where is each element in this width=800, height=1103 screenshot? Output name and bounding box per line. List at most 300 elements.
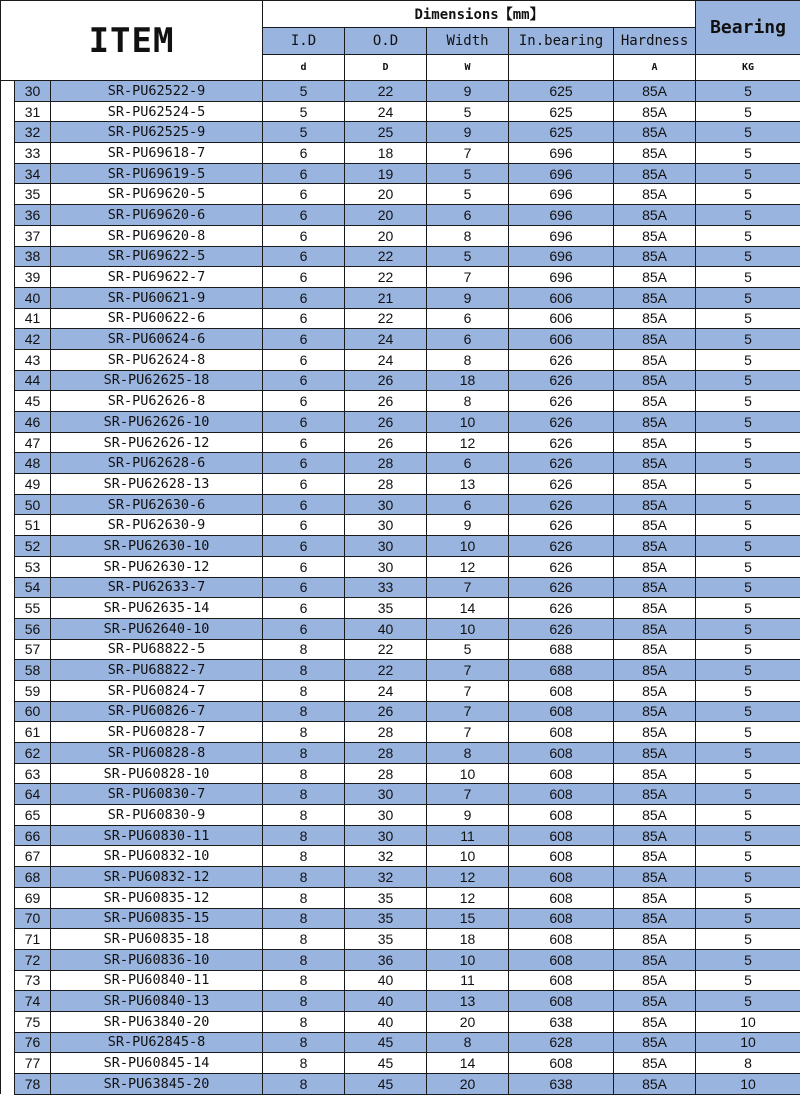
cell-item-number: 38 xyxy=(15,246,51,267)
cell-hardness: 85A xyxy=(614,184,696,205)
cell-outer-diameter: 22 xyxy=(345,660,427,681)
cell-in-bearing: 626 xyxy=(509,370,614,391)
cell-item-number: 31 xyxy=(15,101,51,122)
cell-width: 20 xyxy=(427,1074,509,1095)
cell-width: 9 xyxy=(427,122,509,143)
cell-hardness: 85A xyxy=(614,515,696,536)
cell-width: 6 xyxy=(427,308,509,329)
cell-width: 12 xyxy=(427,887,509,908)
table-row xyxy=(1,867,800,888)
cell-in-bearing: 608 xyxy=(509,680,614,701)
table-body xyxy=(1,81,800,1095)
cell-model: SR-PU68822-7 xyxy=(51,660,263,681)
cell-outer-diameter: 30 xyxy=(345,515,427,536)
cell-width: 11 xyxy=(427,825,509,846)
cell-bearing-kg: 5 xyxy=(696,680,800,701)
cell-in-bearing: 608 xyxy=(509,991,614,1012)
cell-in-bearing: 696 xyxy=(509,225,614,246)
cell-hardness: 85A xyxy=(614,101,696,122)
cell-item-number: 58 xyxy=(15,660,51,681)
cell-hardness: 85A xyxy=(614,763,696,784)
row-margin xyxy=(1,846,15,867)
cell-item-number: 48 xyxy=(15,453,51,474)
cell-hardness: 85A xyxy=(614,287,696,308)
cell-item-number: 59 xyxy=(15,680,51,701)
cell-item-number: 78 xyxy=(15,1074,51,1095)
cell-model: SR-PU63840-20 xyxy=(51,1011,263,1032)
cell-hardness: 85A xyxy=(614,991,696,1012)
cell-outer-diameter: 36 xyxy=(345,949,427,970)
cell-bearing-kg: 5 xyxy=(696,660,800,681)
cell-hardness: 85A xyxy=(614,887,696,908)
table-row xyxy=(1,163,800,184)
cell-bearing-kg: 5 xyxy=(696,929,800,950)
table-row xyxy=(1,143,800,164)
table-row xyxy=(1,349,800,370)
cell-item-number: 69 xyxy=(15,887,51,908)
table-row xyxy=(1,556,800,577)
cell-bearing-kg: 5 xyxy=(696,784,800,805)
table-row xyxy=(1,246,800,267)
cell-in-bearing: 625 xyxy=(509,101,614,122)
cell-outer-diameter: 30 xyxy=(345,494,427,515)
cell-outer-diameter: 40 xyxy=(345,970,427,991)
bearing-header: Bearing xyxy=(696,1,800,55)
cell-model: SR-PU60830-11 xyxy=(51,825,263,846)
cell-outer-diameter: 30 xyxy=(345,556,427,577)
cell-model: SR-PU60621-9 xyxy=(51,287,263,308)
cell-in-bearing: 626 xyxy=(509,598,614,619)
cell-hardness: 85A xyxy=(614,246,696,267)
cell-width: 20 xyxy=(427,1011,509,1032)
cell-item-number: 71 xyxy=(15,929,51,950)
table-row xyxy=(1,805,800,826)
table-row xyxy=(1,887,800,908)
row-margin xyxy=(1,163,15,184)
cell-in-bearing: 626 xyxy=(509,349,614,370)
table-row xyxy=(1,515,800,536)
cell-width: 5 xyxy=(427,246,509,267)
cell-width: 5 xyxy=(427,163,509,184)
cell-model: SR-PU62633-7 xyxy=(51,577,263,598)
cell-bearing-kg: 10 xyxy=(696,1011,800,1032)
cell-item-number: 67 xyxy=(15,846,51,867)
row-margin xyxy=(1,536,15,557)
cell-hardness: 85A xyxy=(614,722,696,743)
cell-inner-diameter: 6 xyxy=(263,308,345,329)
cell-outer-diameter: 28 xyxy=(345,743,427,764)
cell-model: SR-PU69620-5 xyxy=(51,184,263,205)
cell-outer-diameter: 28 xyxy=(345,453,427,474)
cell-hardness: 85A xyxy=(614,122,696,143)
cell-model: SR-PU62628-6 xyxy=(51,453,263,474)
cell-inner-diameter: 6 xyxy=(263,163,345,184)
table-row xyxy=(1,267,800,288)
cell-width: 7 xyxy=(427,143,509,164)
table-row xyxy=(1,122,800,143)
cell-width: 5 xyxy=(427,101,509,122)
cell-item-number: 77 xyxy=(15,1053,51,1074)
cell-item-number: 52 xyxy=(15,536,51,557)
cell-in-bearing: 688 xyxy=(509,639,614,660)
cell-in-bearing: 606 xyxy=(509,308,614,329)
table-row xyxy=(1,391,800,412)
cell-outer-diameter: 28 xyxy=(345,474,427,495)
table-row xyxy=(1,432,800,453)
cell-item-number: 65 xyxy=(15,805,51,826)
cell-width: 12 xyxy=(427,867,509,888)
cell-in-bearing: 608 xyxy=(509,949,614,970)
cell-bearing-kg: 5 xyxy=(696,598,800,619)
row-margin xyxy=(1,722,15,743)
cell-hardness: 85A xyxy=(614,970,696,991)
row-margin xyxy=(1,349,15,370)
cell-width: 7 xyxy=(427,577,509,598)
cell-item-number: 53 xyxy=(15,556,51,577)
cell-model: SR-PU60835-15 xyxy=(51,908,263,929)
cell-inner-diameter: 8 xyxy=(263,908,345,929)
cell-outer-diameter: 45 xyxy=(345,1053,427,1074)
cell-outer-diameter: 26 xyxy=(345,432,427,453)
cell-outer-diameter: 20 xyxy=(345,205,427,226)
cell-width: 5 xyxy=(427,639,509,660)
cell-bearing-kg: 5 xyxy=(696,163,800,184)
row-margin xyxy=(1,680,15,701)
cell-outer-diameter: 45 xyxy=(345,1074,427,1095)
cell-width: 6 xyxy=(427,494,509,515)
cell-item-number: 42 xyxy=(15,329,51,350)
cell-bearing-kg: 5 xyxy=(696,577,800,598)
cell-inner-diameter: 6 xyxy=(263,267,345,288)
cell-model: SR-PU62845-8 xyxy=(51,1032,263,1053)
cell-in-bearing: 626 xyxy=(509,391,614,412)
cell-inner-diameter: 6 xyxy=(263,474,345,495)
table-row xyxy=(1,763,800,784)
cell-hardness: 85A xyxy=(614,205,696,226)
cell-outer-diameter: 35 xyxy=(345,598,427,619)
cell-bearing-kg: 5 xyxy=(696,949,800,970)
table-row xyxy=(1,825,800,846)
cell-hardness: 85A xyxy=(614,349,696,370)
cell-inner-diameter: 6 xyxy=(263,453,345,474)
cell-width: 7 xyxy=(427,701,509,722)
row-margin xyxy=(1,908,15,929)
row-margin xyxy=(1,618,15,639)
cell-outer-diameter: 22 xyxy=(345,267,427,288)
cell-hardness: 85A xyxy=(614,701,696,722)
cell-outer-diameter: 40 xyxy=(345,1011,427,1032)
cell-item-number: 64 xyxy=(15,784,51,805)
cell-in-bearing: 606 xyxy=(509,287,614,308)
cell-width: 6 xyxy=(427,329,509,350)
cell-hardness: 85A xyxy=(614,412,696,433)
cell-inner-diameter: 6 xyxy=(263,494,345,515)
cell-inner-diameter: 6 xyxy=(263,349,345,370)
cell-width: 7 xyxy=(427,660,509,681)
cell-width: 15 xyxy=(427,908,509,929)
row-margin xyxy=(1,639,15,660)
table-row xyxy=(1,370,800,391)
cell-in-bearing: 626 xyxy=(509,515,614,536)
row-margin xyxy=(1,1011,15,1032)
row-margin xyxy=(1,205,15,226)
table-row xyxy=(1,618,800,639)
table-row xyxy=(1,1032,800,1053)
cell-in-bearing: 696 xyxy=(509,163,614,184)
cell-in-bearing: 626 xyxy=(509,618,614,639)
cell-in-bearing: 608 xyxy=(509,722,614,743)
cell-model: SR-PU69618-7 xyxy=(51,143,263,164)
cell-outer-diameter: 30 xyxy=(345,784,427,805)
cell-outer-diameter: 22 xyxy=(345,639,427,660)
cell-outer-diameter: 40 xyxy=(345,618,427,639)
row-margin xyxy=(1,101,15,122)
row-margin xyxy=(1,267,15,288)
col-header-in-bearing: In.bearing xyxy=(509,28,614,55)
cell-inner-diameter: 8 xyxy=(263,805,345,826)
table-row xyxy=(1,908,800,929)
cell-bearing-kg: 5 xyxy=(696,246,800,267)
cell-in-bearing: 608 xyxy=(509,743,614,764)
cell-bearing-kg: 5 xyxy=(696,474,800,495)
row-margin xyxy=(1,81,15,102)
cell-hardness: 85A xyxy=(614,1074,696,1095)
cell-bearing-kg: 5 xyxy=(696,867,800,888)
table-row xyxy=(1,722,800,743)
cell-hardness: 85A xyxy=(614,432,696,453)
cell-bearing-kg: 5 xyxy=(696,743,800,764)
cell-outer-diameter: 32 xyxy=(345,867,427,888)
cell-outer-diameter: 20 xyxy=(345,225,427,246)
cell-width: 7 xyxy=(427,784,509,805)
cell-inner-diameter: 8 xyxy=(263,929,345,950)
cell-hardness: 85A xyxy=(614,825,696,846)
cell-item-number: 43 xyxy=(15,349,51,370)
cell-in-bearing: 626 xyxy=(509,577,614,598)
cell-model: SR-PU69622-7 xyxy=(51,267,263,288)
table-row xyxy=(1,1074,800,1095)
cell-model: SR-PU60828-7 xyxy=(51,722,263,743)
col-header-od: O.D xyxy=(345,28,427,55)
cell-hardness: 85A xyxy=(614,81,696,102)
cell-inner-diameter: 6 xyxy=(263,184,345,205)
cell-width: 18 xyxy=(427,929,509,950)
unit-bearing: KG xyxy=(696,55,800,81)
table-row xyxy=(1,949,800,970)
cell-item-number: 30 xyxy=(15,81,51,102)
table-row xyxy=(1,743,800,764)
cell-hardness: 85A xyxy=(614,370,696,391)
cell-item-number: 72 xyxy=(15,949,51,970)
cell-model: SR-PU69620-8 xyxy=(51,225,263,246)
cell-model: SR-PU69619-5 xyxy=(51,163,263,184)
cell-outer-diameter: 22 xyxy=(345,308,427,329)
cell-bearing-kg: 5 xyxy=(696,391,800,412)
cell-bearing-kg: 5 xyxy=(696,887,800,908)
table-row xyxy=(1,701,800,722)
table-row xyxy=(1,412,800,433)
cell-outer-diameter: 22 xyxy=(345,81,427,102)
cell-bearing-kg: 5 xyxy=(696,763,800,784)
cell-model: SR-PU62628-13 xyxy=(51,474,263,495)
cell-hardness: 85A xyxy=(614,1053,696,1074)
cell-in-bearing: 625 xyxy=(509,122,614,143)
table-row xyxy=(1,846,800,867)
cell-in-bearing: 608 xyxy=(509,908,614,929)
cell-width: 11 xyxy=(427,970,509,991)
row-margin xyxy=(1,287,15,308)
cell-width: 8 xyxy=(427,225,509,246)
cell-in-bearing: 696 xyxy=(509,184,614,205)
cell-item-number: 45 xyxy=(15,391,51,412)
cell-outer-diameter: 20 xyxy=(345,184,427,205)
cell-bearing-kg: 5 xyxy=(696,412,800,433)
cell-hardness: 85A xyxy=(614,639,696,660)
cell-model: SR-PU60824-7 xyxy=(51,680,263,701)
cell-model: SR-PU62524-5 xyxy=(51,101,263,122)
cell-in-bearing: 608 xyxy=(509,846,614,867)
row-margin xyxy=(1,122,15,143)
cell-model: SR-PU60840-11 xyxy=(51,970,263,991)
cell-item-number: 47 xyxy=(15,432,51,453)
row-margin xyxy=(1,474,15,495)
row-margin xyxy=(1,453,15,474)
row-margin xyxy=(1,598,15,619)
cell-model: SR-PU60830-9 xyxy=(51,805,263,826)
table-row xyxy=(1,453,800,474)
cell-outer-diameter: 35 xyxy=(345,887,427,908)
row-margin xyxy=(1,412,15,433)
cell-inner-diameter: 5 xyxy=(263,81,345,102)
table-row xyxy=(1,494,800,515)
cell-width: 10 xyxy=(427,763,509,784)
cell-outer-diameter: 33 xyxy=(345,577,427,598)
cell-model: SR-PU62640-10 xyxy=(51,618,263,639)
cell-item-number: 40 xyxy=(15,287,51,308)
cell-in-bearing: 608 xyxy=(509,1053,614,1074)
cell-bearing-kg: 5 xyxy=(696,432,800,453)
table-row xyxy=(1,308,800,329)
cell-in-bearing: 608 xyxy=(509,805,614,826)
cell-in-bearing: 626 xyxy=(509,556,614,577)
cell-width: 7 xyxy=(427,680,509,701)
row-margin xyxy=(1,929,15,950)
cell-inner-diameter: 6 xyxy=(263,225,345,246)
cell-inner-diameter: 6 xyxy=(263,412,345,433)
table-row xyxy=(1,929,800,950)
cell-in-bearing: 608 xyxy=(509,701,614,722)
row-margin xyxy=(1,184,15,205)
cell-in-bearing: 606 xyxy=(509,329,614,350)
cell-width: 14 xyxy=(427,1053,509,1074)
cell-width: 10 xyxy=(427,412,509,433)
cell-item-number: 33 xyxy=(15,143,51,164)
cell-model: SR-PU62626-10 xyxy=(51,412,263,433)
cell-inner-diameter: 6 xyxy=(263,556,345,577)
row-margin xyxy=(1,577,15,598)
cell-bearing-kg: 5 xyxy=(696,494,800,515)
cell-outer-diameter: 35 xyxy=(345,908,427,929)
cell-in-bearing: 696 xyxy=(509,267,614,288)
table-row xyxy=(1,991,800,1012)
cell-in-bearing: 696 xyxy=(509,143,614,164)
cell-outer-diameter: 40 xyxy=(345,991,427,1012)
row-margin xyxy=(1,143,15,164)
cell-bearing-kg: 5 xyxy=(696,515,800,536)
cell-outer-diameter: 21 xyxy=(345,287,427,308)
cell-hardness: 85A xyxy=(614,784,696,805)
cell-model: SR-PU60832-10 xyxy=(51,846,263,867)
cell-item-number: 32 xyxy=(15,122,51,143)
cell-bearing-kg: 5 xyxy=(696,184,800,205)
cell-width: 7 xyxy=(427,267,509,288)
cell-inner-diameter: 6 xyxy=(263,618,345,639)
table-row xyxy=(1,225,800,246)
cell-inner-diameter: 6 xyxy=(263,515,345,536)
cell-bearing-kg: 5 xyxy=(696,143,800,164)
cell-hardness: 85A xyxy=(614,743,696,764)
header-row-title xyxy=(1,1,800,28)
cell-width: 13 xyxy=(427,991,509,1012)
cell-model: SR-PU62635-14 xyxy=(51,598,263,619)
cell-width: 12 xyxy=(427,556,509,577)
cell-bearing-kg: 5 xyxy=(696,101,800,122)
row-margin xyxy=(1,805,15,826)
unit-hardness: A xyxy=(614,55,696,81)
cell-inner-diameter: 6 xyxy=(263,287,345,308)
cell-hardness: 85A xyxy=(614,308,696,329)
cell-width: 14 xyxy=(427,598,509,619)
cell-outer-diameter: 28 xyxy=(345,763,427,784)
cell-inner-diameter: 8 xyxy=(263,784,345,805)
row-margin xyxy=(1,329,15,350)
cell-outer-diameter: 24 xyxy=(345,680,427,701)
row-margin xyxy=(1,391,15,412)
cell-outer-diameter: 26 xyxy=(345,370,427,391)
cell-bearing-kg: 5 xyxy=(696,556,800,577)
cell-bearing-kg: 5 xyxy=(696,846,800,867)
cell-width: 9 xyxy=(427,287,509,308)
table-row xyxy=(1,101,800,122)
cell-inner-diameter: 8 xyxy=(263,970,345,991)
cell-inner-diameter: 6 xyxy=(263,598,345,619)
cell-in-bearing: 608 xyxy=(509,867,614,888)
cell-hardness: 85A xyxy=(614,143,696,164)
cell-in-bearing: 608 xyxy=(509,929,614,950)
cell-item-number: 41 xyxy=(15,308,51,329)
cell-inner-diameter: 8 xyxy=(263,1011,345,1032)
cell-in-bearing: 696 xyxy=(509,205,614,226)
cell-item-number: 68 xyxy=(15,867,51,888)
cell-in-bearing: 626 xyxy=(509,474,614,495)
cell-bearing-kg: 10 xyxy=(696,1074,800,1095)
row-margin xyxy=(1,784,15,805)
cell-inner-diameter: 8 xyxy=(263,949,345,970)
cell-hardness: 85A xyxy=(614,577,696,598)
cell-outer-diameter: 45 xyxy=(345,1032,427,1053)
cell-model: SR-PU60832-12 xyxy=(51,867,263,888)
cell-bearing-kg: 5 xyxy=(696,122,800,143)
cell-inner-diameter: 8 xyxy=(263,846,345,867)
cell-hardness: 85A xyxy=(614,474,696,495)
cell-model: SR-PU62626-12 xyxy=(51,432,263,453)
cell-item-number: 73 xyxy=(15,970,51,991)
cell-hardness: 85A xyxy=(614,680,696,701)
table-row xyxy=(1,1053,800,1074)
cell-in-bearing: 626 xyxy=(509,453,614,474)
cell-model: SR-PU60624-6 xyxy=(51,329,263,350)
cell-hardness: 85A xyxy=(614,453,696,474)
